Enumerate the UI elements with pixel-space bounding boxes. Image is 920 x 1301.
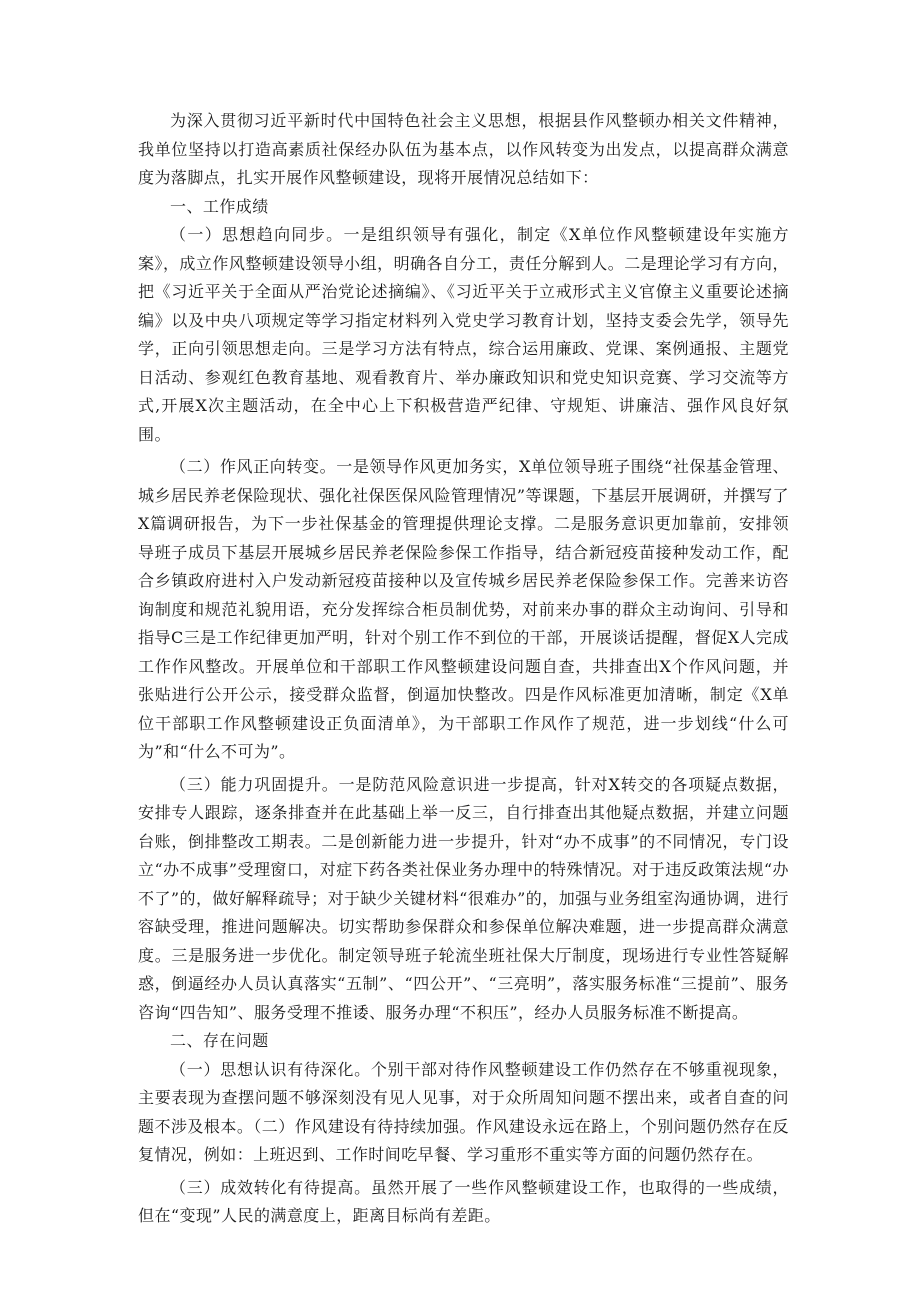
section-1-item-1: （一）思想趋向同步。一是组织领导有强化，制定《X单位作风整顿建设年实施方案》，成立作风整顿建设领导小组，明确各自分工，责任分解到人。二是理论学习有方向，把《习近平关于全面从严治党论述摘编》、《习近平关于立戒形式主义官僚主义重要论述摘编》以及中央八项规定等学习指定材料列入党史学习教育计划，坚持支委会先学，领导先学，正向引领思想走向。三是学习方法有特点，综合运用廉政、党课、案例通报、主题党日活动、参观红色教育基地、观看教育片、举办廉政知识和党史知识竞赛、学习交流等方式,开展X次主题活动，在全中心上下积极营造严纪律、守规矩、讲廉洁、强作风良好氛围。 [138, 225, 789, 444]
section-1-item-3: （三）能力巩固提升。一是防范风险意识进一步提高，针对X转交的各项疑点数据，安排专人跟踪，逐条排查并在此基础上举一反三，自行排查出其他疑点数据，并建立问题台账，倒排整改工期表。二是创新能力进一步提升，针对“办不成事”的不同情况，专门设立“办不成事”受理窗口，对症下药各类社保业务办理中的特殊情况。对于违反政策法规“办不了”的，做好解释疏导；对于缺少关键材料“很难办”的，加强与业务组室沟通协调，进行容缺受理，推进问题解决。切实帮助参保群众和参保单位解决难题，进一步提高群众满意度。三是服务进一步优化。制定领导班子轮流坐班社保大厅制度，现场进行专业性答疑解惑，倒逼经办人员认真落实“五制”、“四公开”、“三亮明”，落实服务标准“三提前”、服务咨询“四告知”、服务受理不推诿、服务办理“不积压”，经办人员服务标准不断提高。 [138, 774, 789, 1022]
section-1-item-2: （二）作风正向转变。一是领导作风更加务实，X单位领导班子围绕“社保基金管理、城乡居民养老保险现状、强化社保医保风险管理情况”等课题，下基层开展调研，并撰写了X篇调研报告，为下一步社保基金的管理提供理论支撑。二是服务意识更加靠前，安排领导班子成员下基层开展城乡居民养老保险参保工作指导，结合新冠疫苗接种发动工作，配合乡镇政府进村入户发动新冠疫苗接种以及宣传城乡居民养老保险参保工作。完善来访咨询制度和规范礼貌用语，充分发挥综合柜员制优势，对前来办事的群众主动询问、引导和指导C三是工作纪律更加严明，针对个别工作不到位的干部，开展谈话提醒，督促X人完成工作作风整改。开展单位和干部职工作风整顿建设问题自查，共排查出X个作风问题，并张贴进行公开公示，接受群众监督，倒逼加快整改。四是作风标准更加清晰，制定《X单位干部职工作风整顿建设正负面清单》，为干部职工作风作了规范，进一步划线“什么可为”和“什么不可为”。 [138, 457, 789, 761]
intro-paragraph: 为深入贯彻习近平新时代中国特色社会主义思想，根据县作风整顿办相关文件精神，我单位坚持以打造高素质社保经办队伍为基本点，以作风转变为出发点，以提高群众满意度为落脚点，扎实开展作风整顿建设，现将开展情况总结如下： [138, 111, 789, 187]
section-2-heading: 二、存在问题 [170, 1031, 269, 1050]
section-1-heading: 一、工作成绩 [170, 196, 269, 216]
document-body [138, 107, 789, 1231]
section-2-item-2: （三）成效转化有待提高。虽然开展了一些作风整顿建设工作，也取得的一些成绩，但在“变现”人民的满意度上，距离目标尚有差距。 [138, 1177, 789, 1225]
section-2-item-1: （一）思想认识有待深化。个别干部对待作风整顿建设工作仍然存在不够重视现象，主要表现为查摆问题不够深刻没有见人见事，对于众所周知问题不摆出来，或者自查的问题不涉及根本。（二）作风建设有待持续加强。作风建设永远在路上，个别问题仍然存在反复情况，例如：上班迟到、工作时间吃早餐、学习重形不重实等方面的问题仍然存在。 [138, 1059, 789, 1164]
